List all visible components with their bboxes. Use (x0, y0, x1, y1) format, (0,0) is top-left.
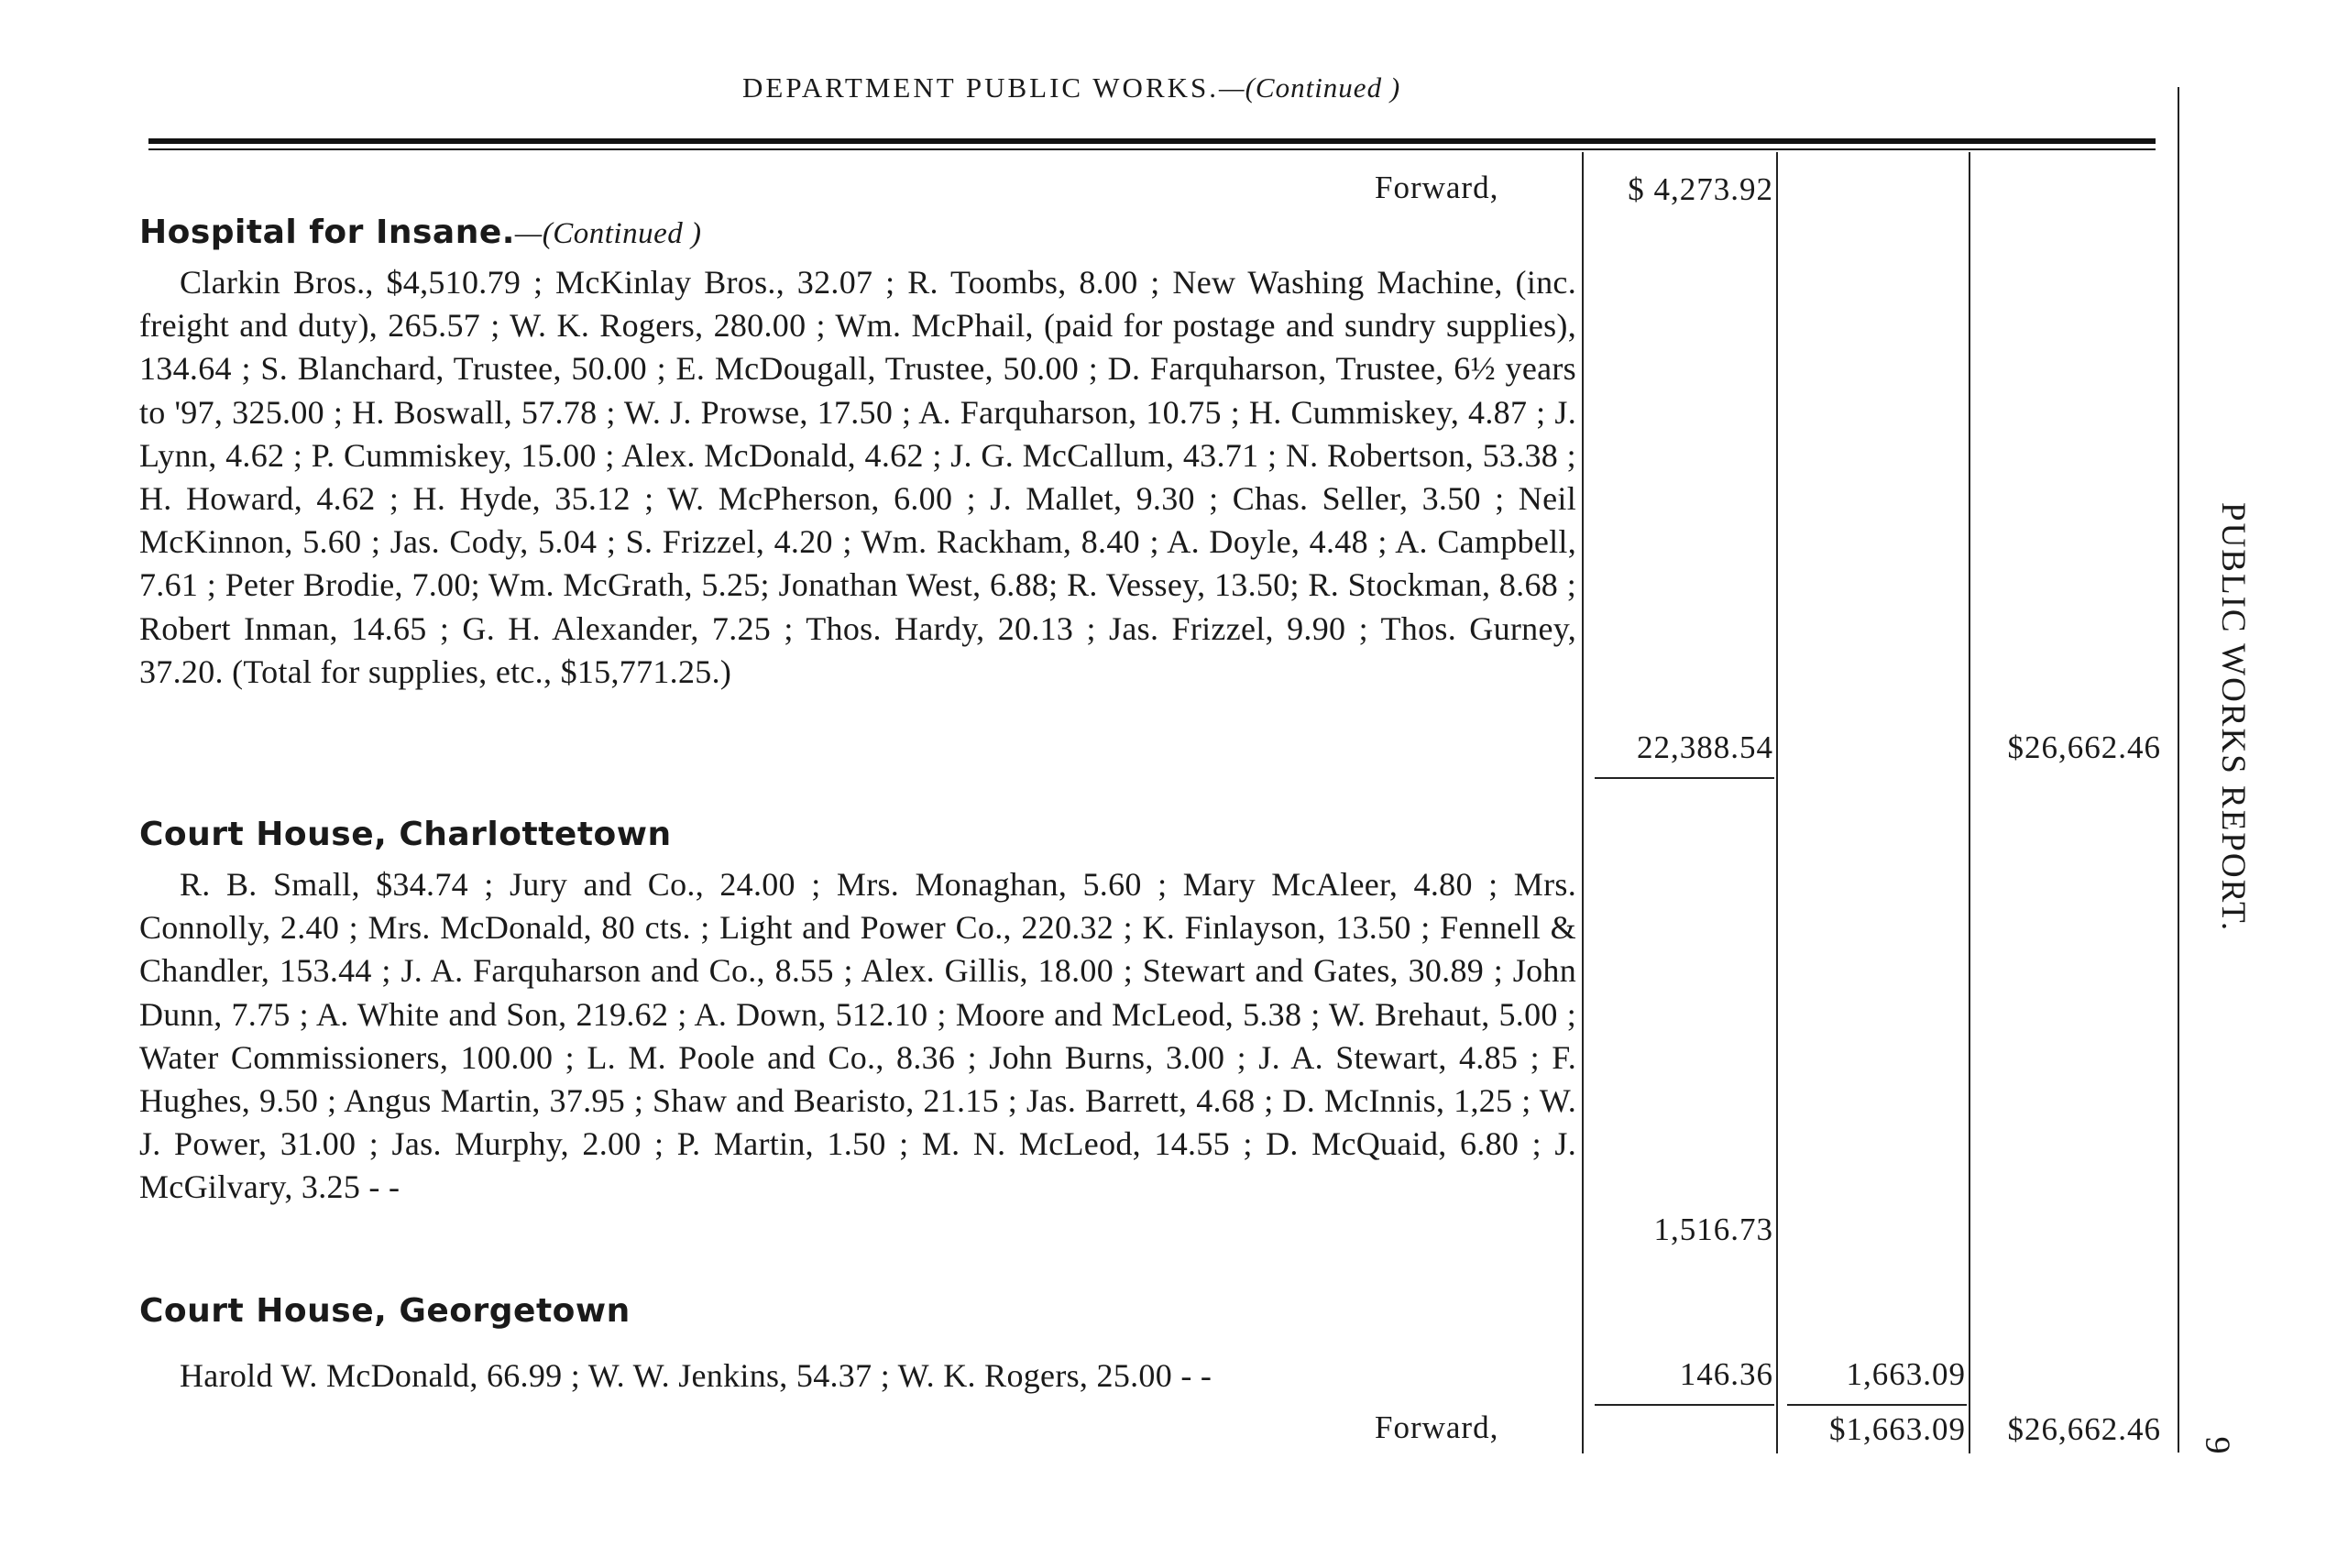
forward-top-label: Forward, (1375, 170, 1499, 205)
column-rule-3 (1969, 152, 1970, 1453)
page-number: 9 (2198, 1436, 2237, 1454)
column-rule-4 (2178, 87, 2179, 1453)
header-subtitle: —(Continued ) (1219, 71, 1401, 104)
georgetown-underline-col2 (1787, 1404, 1967, 1406)
section-text-charlottetown: R. B. Small, $34.74 ; Jury and Co., 24.00 ; Mrs. Monaghan, 5.60 ; Mary McAleer, 4.80 ; Mrs. Connolly, 2.40 ; Mrs. McDonald, 80 cts. ; Light and Power Co., 220.32 ; K. Finlayson, 13.50 ; Fennell & Chandler, 153.44 ; J. A. Farquharson and Co., 8.55 ; Alex. Gillis, 18.00 ; Stewart and Gates, 30.89 ; John Dunn, 7.75 ; A. White and Son, 219.62 ; A. Down, 512.10 ; Moore and McLeod, 5.38 ; W. Brehaut, 5.00 ; Water Commissioners, 100.00 ; L. M. Poole and Co., 8.36 ; John Burns, 3.00 ; J. A. Stewart, 4.85 ; F. Hughes, 9.50 ; Angus Martin, 37.95 ; Shaw and Bearisto, 21.15 ; Jas. Barrett, 4.68 ; D. McInnis, 1,25 ; W. J. Power, 31.00 ; Jas. Murphy, 2.00 ; P. Martin, 1.50 ; M. N. McLeod, 14.55 ; D. McQuaid, 6.80 ; J. McGilvary, 3.25 - - (139, 866, 1576, 1206)
charlottetown-amount: 1,516.73 (1653, 1212, 1773, 1247)
section-continued: —(Continued ) (514, 217, 702, 250)
section-title-text: Hospital for Insane. (139, 214, 515, 251)
header-rule-thin (148, 148, 2156, 150)
section-title-charlottetown: Court House, Charlottetown (139, 816, 672, 853)
side-running-title: PUBLIC WORKS REPORT. (2214, 502, 2252, 933)
forward-bottom-label: Forward, (1375, 1409, 1499, 1445)
hospital-amount-underline (1595, 777, 1774, 779)
column-rule-1 (1582, 152, 1584, 1453)
header-title: DEPARTMENT PUBLIC WORKS. (742, 71, 1220, 104)
forward-bottom-col3: $26,662.46 (2007, 1411, 2161, 1447)
column-rule-2 (1776, 152, 1778, 1453)
section-text-hospital: Clarkin Bros., $4,510.79 ; McKinlay Bros., 32.07 ; R. Toombs, 8.00 ; New Washing Machine, (inc. freight and duty), 265.57 ; W. K. Rogers, 280.00 ; Wm. McPhail, (paid for postage and sundry supplies), 134.64 ; S. Blanchard, Trustee, 50.00 ; E. McDougall, Trustee, 50.00 ; D. Farquharson, Trustee, 6½ years to '97, 325.00 ; H. Boswall, 57.78 ; W. J. Prowse, 17.50 ; A. Farquharson, 10.75 ; H. Cummiskey, 4.87 ; J. Lynn, 4.62 ; P. Cummiskey, 15.00 ; Alex. McDonald, 4.62 ; J. G. McCallum, 43.71 ; N. Robertson, 53.38 ; H. Howard, 4.62 ; H. Hyde, 35.12 ; W. McPherson, 6.00 ; J. Mallet, 9.30 ; Chas. Seller, 3.50 ; Neil McKinnon, 5.60 ; Jas. Cody, 5.04 ; S. Frizzel, 4.20 ; Wm. Rackham, 8.40 ; A. Doyle, 4.48 ; A. Campbell, 7.61 ; Peter Brodie, 7.00; Wm. McGrath, 5.25; Jonathan West, 6.88; R. Vessey, 13.50; R. Stockman, 8.68 ; Robert Inman, 14.65 ; G. H. Alexander, 7.25 ; Thos. Hardy, 20.13 ; Jas. Frizzel, 9.90 ; Thos. Gurney, 37.20. (Total for supplies, etc., $15,771.25.) (139, 264, 1576, 690)
georgetown-amount: 146.36 (1679, 1356, 1773, 1392)
hospital-total: $26,662.46 (2007, 729, 2161, 765)
forward-bottom-col2: $1,663.09 (1829, 1411, 1966, 1447)
georgetown-subtotal: 1,663.09 (1846, 1356, 1966, 1392)
section-title-hospital (139, 214, 702, 251)
georgetown-underline-col1 (1595, 1404, 1774, 1406)
forward-top-amount: $ 4,273.92 (1628, 171, 1773, 207)
hospital-amount: 22,388.54 (1637, 729, 1773, 765)
page-title (742, 71, 1400, 104)
section-text-georgetown: Harold W. McDonald, 66.99 ; W. W. Jenkins, 54.37 ; W. K. Rogers, 25.00 - - (180, 1357, 1212, 1394)
header-rule-thick (148, 138, 2156, 144)
section-title-georgetown: Court House, Georgetown (139, 1292, 631, 1330)
